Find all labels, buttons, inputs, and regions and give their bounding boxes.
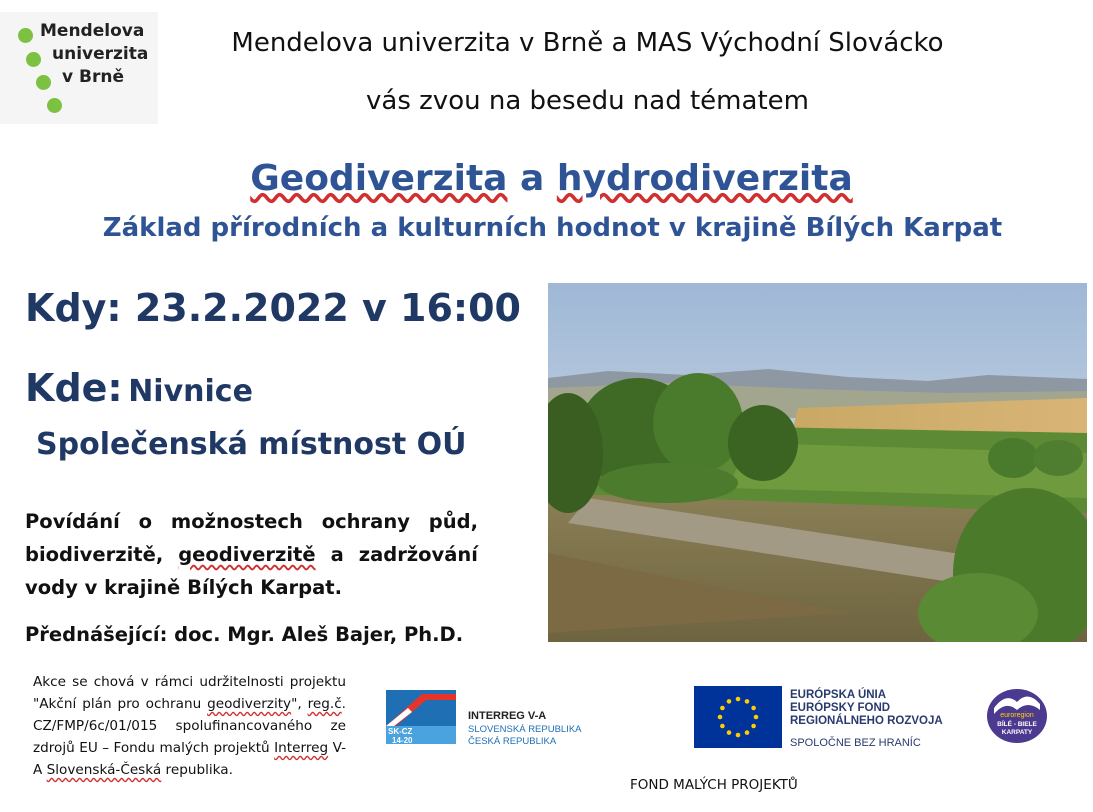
logo-line-3: v Brně: [62, 67, 124, 87]
footnote-text: Akce se chová v rámci udržitelnosti projektu "Akční plán pro ochranu: [33, 674, 346, 712]
footnote-word: reg.č: [307, 696, 342, 712]
interreg-country-cz: ČESKÁ REPUBLIKA: [468, 736, 557, 747]
footnote-text: . CZ/FMP/6c/01/015 spolufinancovaného ze zdrojů EU – Fondu malých projektů: [33, 696, 346, 756]
footnote-word: geodiverzity: [207, 696, 292, 712]
eu-stars-icon: [694, 686, 782, 748]
title-geodiverzita: Geodiverzita: [250, 158, 508, 199]
footnote-word: Interreg: [274, 740, 329, 756]
eu-flag-icon: [694, 686, 782, 748]
header-invitation: vás zvou na besedu nad tématem: [366, 86, 809, 116]
event-title: [5, 158, 1093, 199]
logo-dot: [47, 98, 62, 113]
interreg-title: INTERREG V-A: [468, 710, 547, 722]
logo-dot: [26, 52, 41, 67]
when-value: 23.2.2022 v 16:00: [134, 286, 522, 330]
interreg-badge: SK-CZ: [388, 727, 413, 736]
footnote-word: Slovenská-Česká: [46, 762, 162, 778]
event-subtitle: Základ přírodních a kulturních hodnot v krajině Bílých Karpat: [102, 213, 1003, 243]
description-text: Povídání o možnostech ochrany půd, biodiverzitě,: [25, 510, 478, 566]
landscape-photo: [548, 283, 1087, 642]
landscape-illustration: [548, 283, 1087, 642]
fund-label: FOND MALÝCH PROJEKTŮ: [630, 777, 798, 793]
euroregion-line-1: euroregion: [1000, 712, 1034, 719]
euroregion-line-3: KARPATY: [1001, 729, 1033, 736]
project-footnote: [33, 671, 346, 781]
logo-dot: [36, 75, 51, 90]
description-highlight: geodiverzitě: [178, 543, 316, 566]
eu-motto: SPOLOČNE BEZ HRANÍC: [790, 737, 921, 749]
footnote-text: republika.: [161, 762, 233, 778]
header-organizers: Mendelova univerzita v Brně a MAS Východní Slovácko: [231, 28, 944, 58]
logo-line-2: univerzita: [52, 44, 149, 64]
where-value: Nivnice: [128, 374, 253, 409]
eu-label-2: EURÓPSKY FOND: [790, 702, 891, 714]
event-when: [25, 286, 521, 330]
speaker: Přednášející: doc. Mgr. Aleš Bajer, Ph.D.: [25, 623, 464, 646]
event-description: [25, 505, 478, 604]
where-label: Kde:: [25, 366, 123, 410]
interreg-country-sk: SLOVENSKÁ REPUBLIKA: [468, 724, 582, 735]
logo-dot: [18, 28, 33, 43]
description-text-end: a zadržování vody v krajině Bílých Karpat.: [25, 543, 478, 599]
university-logo: [0, 12, 158, 124]
footnote-text: V-A: [33, 740, 346, 778]
footnote-text: ",: [291, 696, 308, 712]
eu-label-3: REGIONÁLNEHO ROZVOJA: [790, 715, 943, 727]
when-label: Kdy:: [25, 286, 122, 330]
event-room: Společenská místnost OÚ: [36, 427, 467, 462]
euroregion-line-2: BÍLÉ - BIELE: [997, 721, 1037, 728]
title-conjunction: a: [507, 158, 557, 199]
title-hydrodiverzita: hydrodiverzita: [556, 158, 853, 199]
logo-line-1: Mendelova: [40, 21, 145, 41]
event-where: [25, 366, 253, 410]
euroregion-logo: [986, 686, 1048, 744]
interreg-logo: [382, 686, 617, 748]
eu-label-1: EURÓPSKA ÚNIA: [790, 689, 887, 701]
interreg-years: 14-20: [392, 736, 413, 745]
